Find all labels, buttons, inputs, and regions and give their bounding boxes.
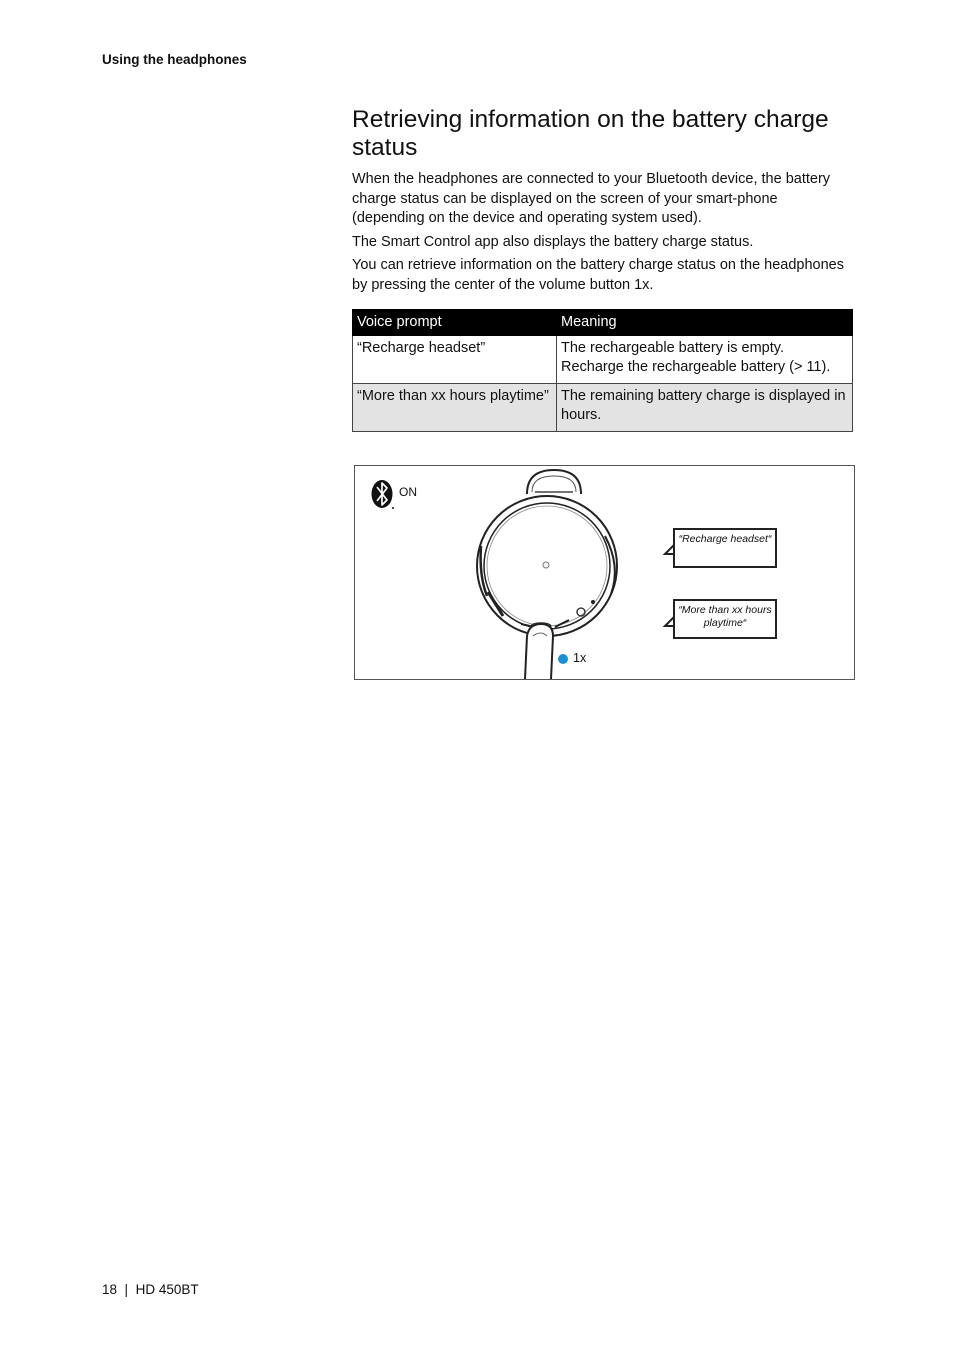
header-voice-prompt: Voice prompt xyxy=(353,310,557,336)
cell-meaning: The remaining battery charge is displayed in hours. xyxy=(557,384,853,432)
header-meaning: Meaning xyxy=(557,310,853,336)
table-row xyxy=(353,384,853,432)
headband xyxy=(527,470,581,494)
ear-cup xyxy=(477,496,617,636)
press-indicator-dot xyxy=(558,654,568,664)
page-title: Retrieving information on the battery charge status xyxy=(352,106,829,161)
cell-meaning: The rechargeable battery is empty. Recharge the rechargeable battery (> 11). xyxy=(557,336,853,384)
section-label: Using the headphones xyxy=(102,52,247,67)
product-name: HD 450BT xyxy=(135,1282,199,1297)
table-header-row xyxy=(353,310,853,336)
page-number: 18 xyxy=(102,1282,118,1297)
cell-prompt: “Recharge headset” xyxy=(353,336,557,384)
headphone-figure xyxy=(354,465,855,680)
bluetooth-icon xyxy=(372,480,395,509)
paragraph-3: You can retrieve information on the battery charge status on the headphones by pressing the center of the volume button 1x. xyxy=(352,257,844,293)
press-count-label: 1x xyxy=(573,651,587,665)
speech-bubble-playtime: “More than xx hours playtime“ xyxy=(673,599,777,639)
page-footer xyxy=(102,1282,199,1297)
main-content xyxy=(352,106,854,432)
footer-separator: | xyxy=(124,1282,129,1297)
paragraph-2: The Smart Control app also displays the battery charge status. xyxy=(352,233,754,250)
speech-bubble-recharge: “Recharge headset“ xyxy=(673,528,777,568)
headphone-illustration xyxy=(355,466,854,679)
voice-prompt-table xyxy=(352,309,853,432)
finger-icon xyxy=(525,624,553,679)
paragraph-1: When the headphones are connected to your Bluetooth device, the battery charge status can be displayed on the screen of your smart-phone (depending on the device and operating system used). xyxy=(352,171,831,226)
cell-prompt: “More than xx hours playtime” xyxy=(353,384,557,432)
bluetooth-on-label: ON xyxy=(399,485,417,499)
table-row xyxy=(353,336,853,384)
